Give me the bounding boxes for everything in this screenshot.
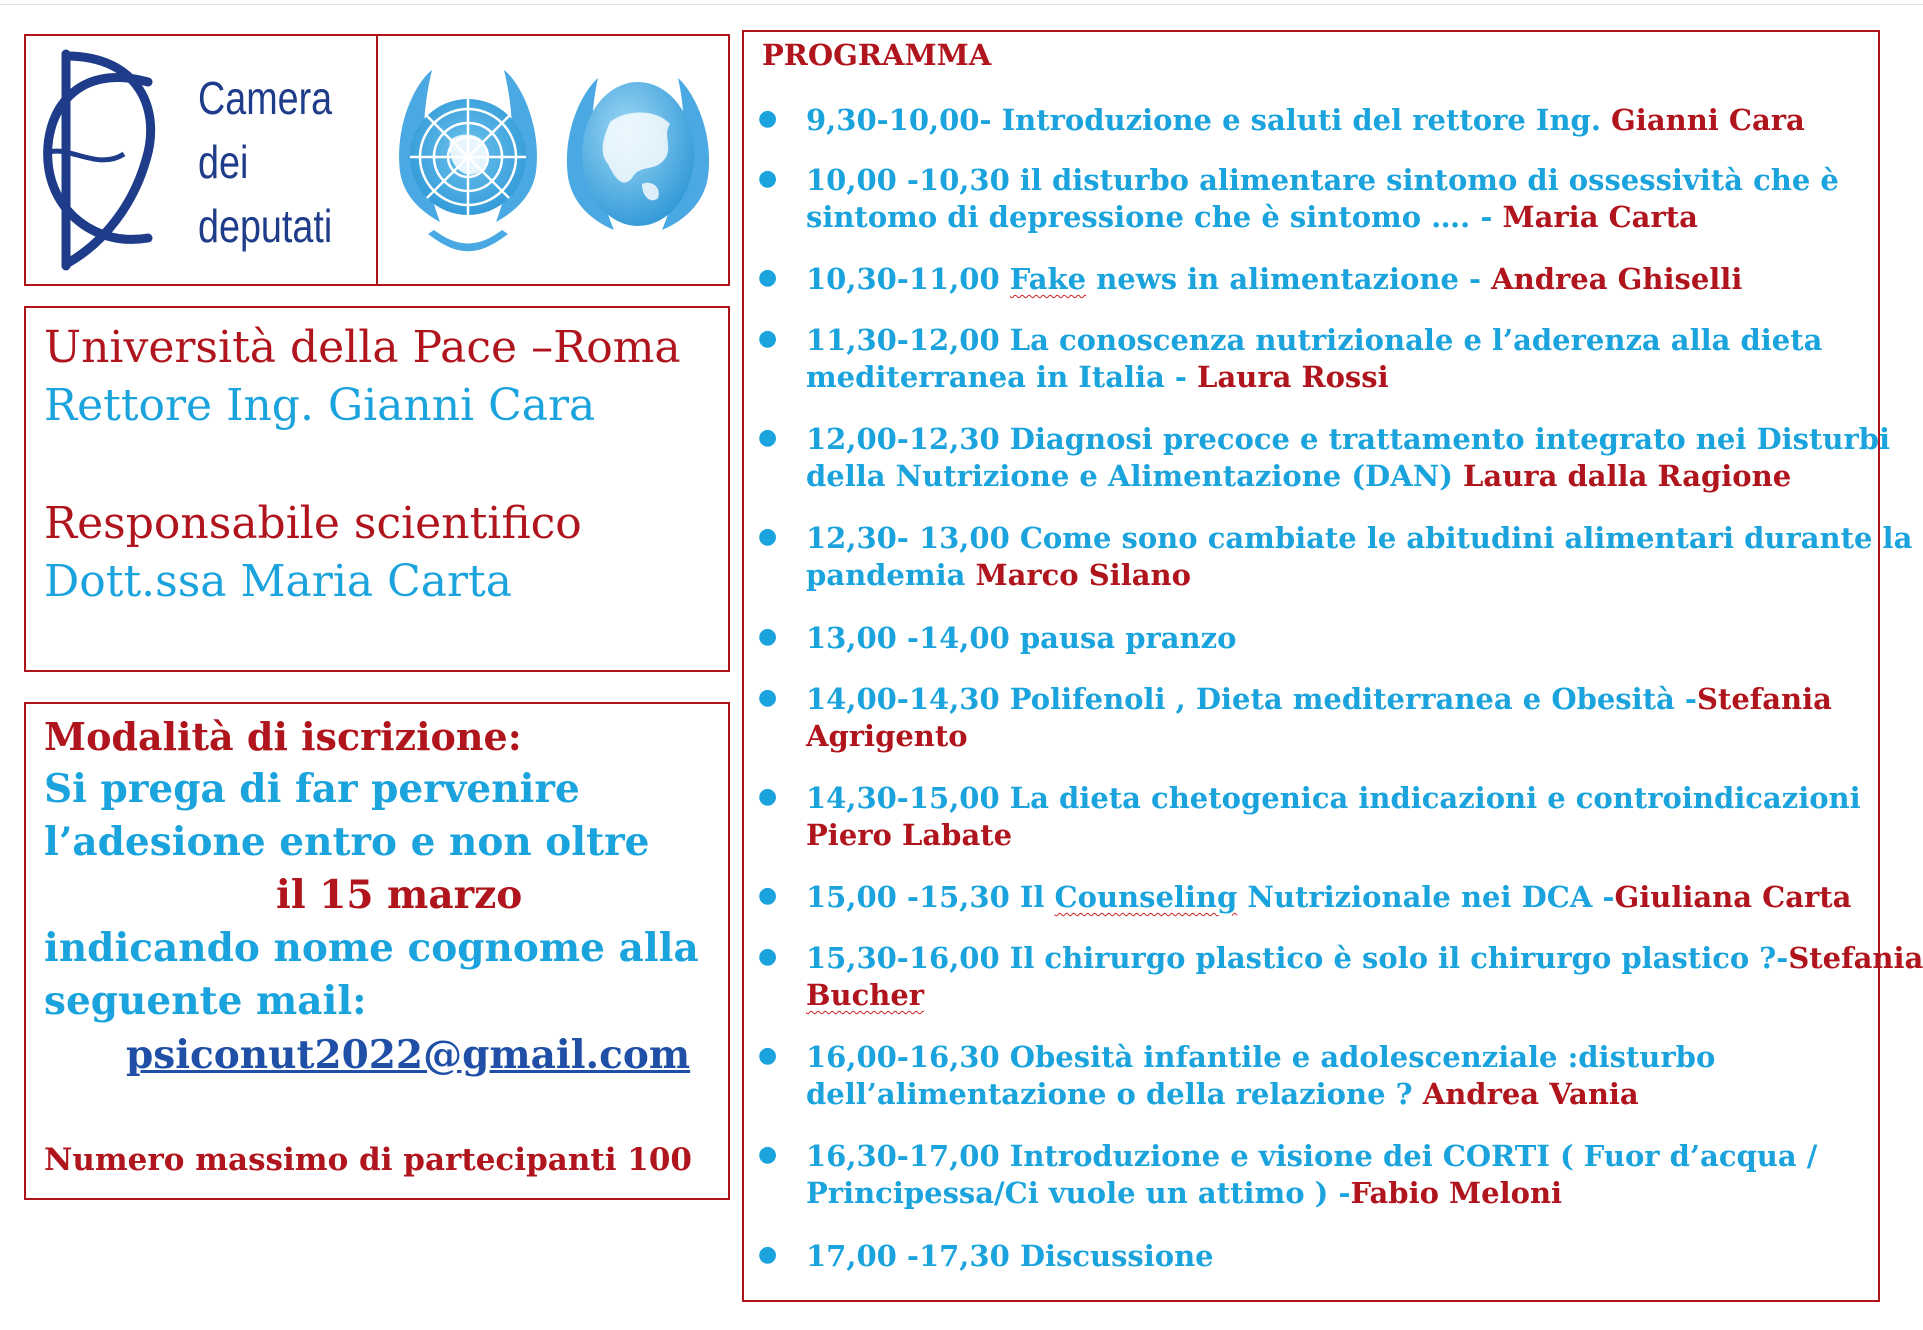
- item-text: 10,00 -10,30 il disturbo alimentare sintomo di ossessività che è: [806, 163, 1839, 197]
- item-text: 11,30-12,00 La conoscenza nutrizionale e l’aderenza alla dieta: [806, 323, 1823, 357]
- item-speaker-line-2: Agrigento: [806, 719, 968, 753]
- bullet-icon: ●: [758, 883, 778, 908]
- programme-title: PROGRAMMA: [762, 38, 992, 72]
- item-speaker: Andrea Vania: [1422, 1077, 1639, 1111]
- item-text-line-2: dell’alimentazione o della relazione ?: [806, 1077, 1423, 1111]
- item-speaker: Marco Silano: [975, 558, 1191, 592]
- bullet-icon: ●: [758, 944, 778, 969]
- registration-line-3: indicando nome cognome alla: [44, 925, 699, 971]
- logo-divider: [376, 36, 378, 284]
- bullet-icon: ●: [758, 685, 778, 710]
- item-speaker: Fabio Meloni: [1350, 1176, 1563, 1210]
- camera-text-line-1: Camera: [198, 72, 333, 124]
- item-text: 14,30-15,00 La dieta chetogenica indicazioni e controindicazioni: [806, 781, 1861, 815]
- item-text: 14,00-14,30 Polifenoli , Dieta mediterranea e Obesità -: [806, 682, 1697, 716]
- item-speaker: Maria Carta: [1502, 200, 1698, 234]
- item-speaker-line-2: Bucher: [806, 978, 925, 1012]
- camera-dei-deputati-logo-icon: [36, 42, 166, 278]
- university-info-box: [24, 306, 730, 672]
- item-text: 13,00 -14,00 pausa pranzo: [806, 621, 1237, 655]
- registration-email-link[interactable]: psiconut2022@gmail.com: [126, 1032, 691, 1078]
- item-text-line-2: Principessa/Ci vuole un attimo ) -: [806, 1176, 1351, 1210]
- bullet-icon: ●: [758, 425, 778, 450]
- university-name: Università della Pace –Roma: [44, 322, 681, 373]
- scientific-responsible-title: Responsabile scientifico: [44, 498, 582, 549]
- item-text-line-2: pandemia: [806, 558, 976, 592]
- logo-box: [24, 34, 730, 286]
- item-text: 12,00-12,30 Diagnosi precoce e trattamento integrato nei Disturbi: [806, 422, 1891, 456]
- item-speaker: Piero Labate: [806, 818, 1013, 852]
- bullet-icon: ●: [758, 1142, 778, 1167]
- registration-line-2: l’adesione entro e non oltre: [44, 819, 650, 865]
- registration-line-1: Si prega di far pervenire: [44, 766, 580, 812]
- registration-info-box: [24, 702, 730, 1200]
- max-participants: Numero massimo di partecipanti 100: [44, 1142, 692, 1178]
- item-text: 16,30-17,00 Introduzione e visione dei CORTI ( Fuor d’acqua /: [806, 1139, 1818, 1173]
- scientific-responsible-name: Dott.ssa Maria Carta: [44, 556, 512, 607]
- bullet-icon: ●: [758, 624, 778, 649]
- camera-text-line-3: deputati: [198, 200, 333, 252]
- registration-line-4: seguente mail:: [44, 978, 367, 1024]
- registration-title: Modalità di iscrizione:: [44, 714, 522, 759]
- programme-box: [742, 30, 1923, 1302]
- item-text-prefix: 15,00 -15,30 Il: [806, 880, 1055, 914]
- item-text-spellcheck-word: Counseling: [1054, 880, 1238, 914]
- bullet-icon: ●: [758, 784, 778, 809]
- registration-deadline: il 15 marzo: [276, 872, 523, 918]
- item-speaker: Laura Rossi: [1197, 360, 1389, 394]
- bullet-icon: ●: [758, 265, 778, 290]
- item-text-line-2: sintomo di depressione che è sintomo …. -: [806, 200, 1503, 234]
- item-speaker: Andrea Ghiselli: [1491, 262, 1743, 296]
- item-text-spellcheck-word: Fake: [1009, 262, 1087, 296]
- bullet-icon: ●: [758, 1043, 778, 1068]
- item-text: 15,30-16,00 Il chirurgo plastico è solo il chirurgo plastico ?-: [806, 941, 1789, 975]
- item-text-line-2: mediterranea in Italia -: [806, 360, 1198, 394]
- camera-text-line-2: dei: [198, 136, 249, 188]
- bullet-icon: ●: [758, 524, 778, 549]
- item-text: Nutrizionale nei DCA -: [1237, 880, 1615, 914]
- item-speaker: Stefania: [1696, 682, 1832, 716]
- bullet-icon: ●: [758, 166, 778, 191]
- un-emblem-icon: [388, 52, 548, 272]
- rector-name: Rettore Ing. Gianni Cara: [44, 380, 596, 431]
- camera-dei-deputati-text: [198, 66, 332, 258]
- item-text: news in alimentazione -: [1086, 262, 1492, 296]
- item-text: 12,30- 13,00 Come sono cambiate le abitudini alimentari durante la: [806, 521, 1913, 555]
- bullet-icon: ●: [758, 326, 778, 351]
- europe-globe-emblem-icon: [558, 52, 718, 272]
- item-speaker: Gianni Cara: [1611, 103, 1805, 137]
- bullet-icon: ●: [758, 1242, 778, 1267]
- item-text-prefix: 10,30-11,00: [806, 262, 1010, 296]
- top-border-line: [0, 4, 1923, 5]
- item-text: 16,00-16,30 Obesità infantile e adolescenziale :disturbo: [806, 1040, 1716, 1074]
- item-text: 9,30-10,00- Introduzione e saluti del rettore Ing.: [806, 103, 1612, 137]
- bullet-icon: ●: [758, 106, 778, 131]
- item-text-line-2: della Nutrizione e Alimentazione (DAN): [806, 459, 1464, 493]
- item-speaker: Giuliana Carta: [1614, 880, 1852, 914]
- item-text: 17,00 -17,30 Discussione: [806, 1239, 1214, 1273]
- item-speaker: Laura dalla Ragione: [1463, 459, 1792, 493]
- item-speaker: Stefania: [1788, 941, 1923, 975]
